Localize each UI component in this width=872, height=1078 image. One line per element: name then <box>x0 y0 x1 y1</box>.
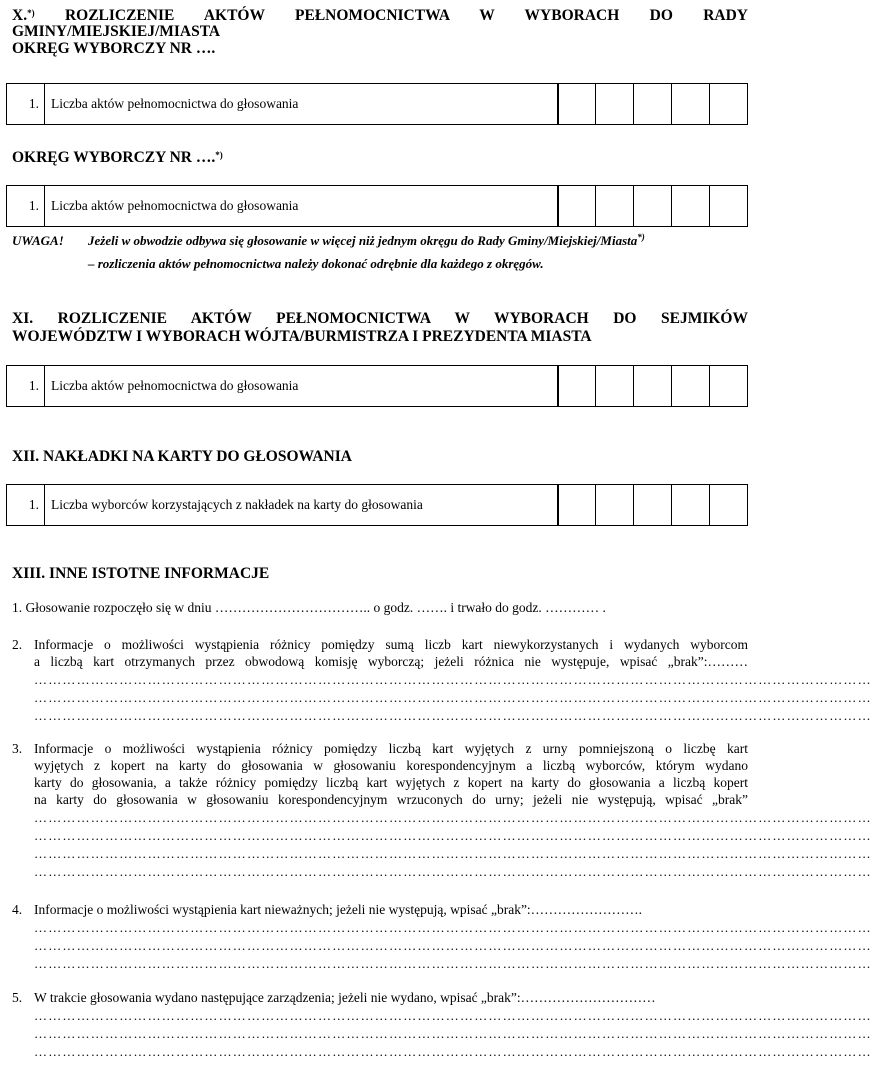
digit-box[interactable] <box>671 186 709 226</box>
item-4-line-1: Informacje o możliwości wystąpienia kart nieważnych; jeżeli nie występują, wpisać „brak”:……………………. <box>34 902 643 917</box>
item-3-line-2: wyjętych z kopert na karty do głosowania w głosowaniu korespondencyjnym a liczbą wyborców, którym wydano <box>34 758 748 773</box>
form-row-xii-1 <box>6 484 748 526</box>
row-label: Liczba aktów pełnomocnictwa do głosowania <box>51 378 299 393</box>
row-number: 1. <box>7 366 45 406</box>
item-3-line-4: na karty do głosowania w głosowaniu korespondencyjnym wrzuconych do urny; jeżeli nie występują, wpisać „brak” <box>34 792 748 807</box>
row-label: Liczba aktów pełnomocnictwa do głosowania <box>51 96 299 111</box>
digit-box[interactable] <box>671 84 709 124</box>
digit-box[interactable] <box>671 485 709 525</box>
digit-box[interactable] <box>671 366 709 406</box>
item-2-answer-line[interactable]: …………………………………………………………………………………………………………………………………………………………… <box>34 672 872 687</box>
digit-box[interactable] <box>709 485 747 525</box>
digit-box[interactable] <box>595 84 633 124</box>
item-3-answer-line[interactable]: …………………………………………………………………………………………………………………………………………………………… <box>34 846 872 861</box>
item-3-answer-line[interactable]: …………………………………………………………………………………………………………………………………………………………… <box>34 864 872 879</box>
section-xii-title: XII. NAKŁADKI NA KARTY DO GŁOSOWANIA <box>12 448 352 465</box>
section-x-title-line1 <box>12 8 748 24</box>
form-row-xi-1 <box>6 365 748 407</box>
form-row-x-2 <box>6 185 748 227</box>
item-3-answer-line[interactable]: …………………………………………………………………………………………………………………………………………………………… <box>34 810 872 825</box>
digit-box[interactable] <box>709 186 747 226</box>
row-number: 1. <box>7 186 45 226</box>
digit-box[interactable] <box>557 366 595 406</box>
footnote-marker: *) <box>215 150 223 160</box>
form-row-x-1 <box>6 83 748 125</box>
digit-box[interactable] <box>595 366 633 406</box>
item-5-line-1: W trakcie głosowania wydano następujące zarządzenia; jeżeli nie wydano, wpisać „brak”:………………………… <box>34 990 656 1005</box>
digit-box[interactable] <box>633 186 671 226</box>
item-2-line-2: a liczbą kart otrzymanych przez obwodową komisję wyborczą; jeżeli różnica nie występuje, wpisać „brak”:……… <box>34 654 748 669</box>
digit-box[interactable] <box>633 84 671 124</box>
row-number: 1. <box>7 485 45 525</box>
item-4-answer-line[interactable]: …………………………………………………………………………………………………………………………………………………………… <box>34 956 872 971</box>
item-4-answer-line[interactable]: …………………………………………………………………………………………………………………………………………………………… <box>34 920 872 935</box>
digit-box[interactable] <box>557 84 595 124</box>
warning-label: UWAGA! <box>12 233 64 248</box>
digit-box[interactable] <box>633 366 671 406</box>
item-4-number: 4. <box>12 902 23 917</box>
digit-box[interactable] <box>709 84 747 124</box>
section-x-number: X. <box>12 7 28 24</box>
district-heading-2-text: OKRĘG WYBORCZY NR …. <box>12 149 216 166</box>
section-x-title-text: ROZLICZENIE AKTÓW PEŁNOMOCNICTWA W WYBORACH DO RADY <box>64 7 749 24</box>
row-label: Liczba wyborców korzystających z nakładek na karty do głosowania <box>51 497 423 512</box>
section-xiii-title: XIII. INNE ISTOTNE INFORMACJE <box>12 565 270 582</box>
district-heading-1: OKRĘG WYBORCZY NR …. <box>12 40 216 57</box>
digit-box[interactable] <box>633 485 671 525</box>
item-3-number: 3. <box>12 741 23 756</box>
item-3-answer-line[interactable]: …………………………………………………………………………………………………………………………………………………………… <box>34 828 872 843</box>
item-3-line-1: Informacje o możliwości wystąpienia różnicy pomiędzy liczbą kart wyjętych z urny pomniejszoną o liczbę kart <box>34 741 748 756</box>
item-4-answer-line[interactable]: …………………………………………………………………………………………………………………………………………………………… <box>34 938 872 953</box>
item-5-number: 5. <box>12 990 23 1005</box>
item-2-answer-line[interactable]: …………………………………………………………………………………………………………………………………………………………… <box>34 708 872 723</box>
item-5-answer-line[interactable]: …………………………………………………………………………………………………………………………………………………………… <box>34 1008 872 1023</box>
digit-box[interactable] <box>595 485 633 525</box>
district-heading-2 <box>12 150 223 166</box>
item-2-number: 2. <box>12 637 23 652</box>
digit-boxes <box>557 485 747 525</box>
row-label: Liczba aktów pełnomocnictwa do głosowania <box>51 198 299 213</box>
digit-box[interactable] <box>595 186 633 226</box>
item-5-answer-line[interactable]: …………………………………………………………………………………………………………………………………………………………… <box>34 1026 872 1041</box>
digit-boxes <box>557 84 747 124</box>
digit-box[interactable] <box>557 485 595 525</box>
warning-line-1 <box>88 232 645 249</box>
warning-line-2: – rozliczenia aktów pełnomocnictwa należy dokonać odrębnie dla każdego z okręgów. <box>88 256 544 271</box>
row-number: 1. <box>7 84 45 124</box>
warning-line-1-text: Jeżeli w obwodzie odbywa się głosowanie w więcej niż jednym okręgu do Rady Gminy/Miejskiej/Miasta <box>88 233 638 248</box>
item-5-answer-line[interactable]: …………………………………………………………………………………………………………………………………………………………… <box>34 1044 872 1059</box>
item-2-answer-line[interactable]: …………………………………………………………………………………………………………………………………………………………… <box>34 690 872 705</box>
digit-boxes <box>557 186 747 226</box>
item-1-start-time[interactable]: 1. Głosowanie rozpoczęło się w dniu …………………………….. o godz. ……. i trwało do godz. ………… . <box>12 600 606 615</box>
digit-box[interactable] <box>709 366 747 406</box>
section-x-title-line2: GMINY/MIEJSKIEJ/MIASTA <box>12 23 221 40</box>
section-xi-title-line1: XI. ROZLICZENIE AKTÓW PEŁNOMOCNICTWA W WYBORACH DO SEJMIKÓW <box>12 310 748 327</box>
digit-box[interactable] <box>557 186 595 226</box>
section-xi-title-line2: WOJEWÓDZTW I WYBORACH WÓJTA/BURMISTRZA I PREZYDENTA MIASTA <box>12 328 592 345</box>
item-3-line-3: karty do głosowania, a także różnicy pomiędzy liczbą kart wyjętych z kopert na karty do głosowania a liczbą kopert <box>34 775 748 790</box>
item-2-line-1: Informacje o możliwości wystąpienia różnicy pomiędzy sumą liczb kart niewykorzystanych i wydanych wyborcom <box>34 637 748 652</box>
footnote-marker: *) <box>27 8 35 18</box>
digit-boxes <box>557 366 747 406</box>
footnote-marker: *) <box>637 232 645 242</box>
